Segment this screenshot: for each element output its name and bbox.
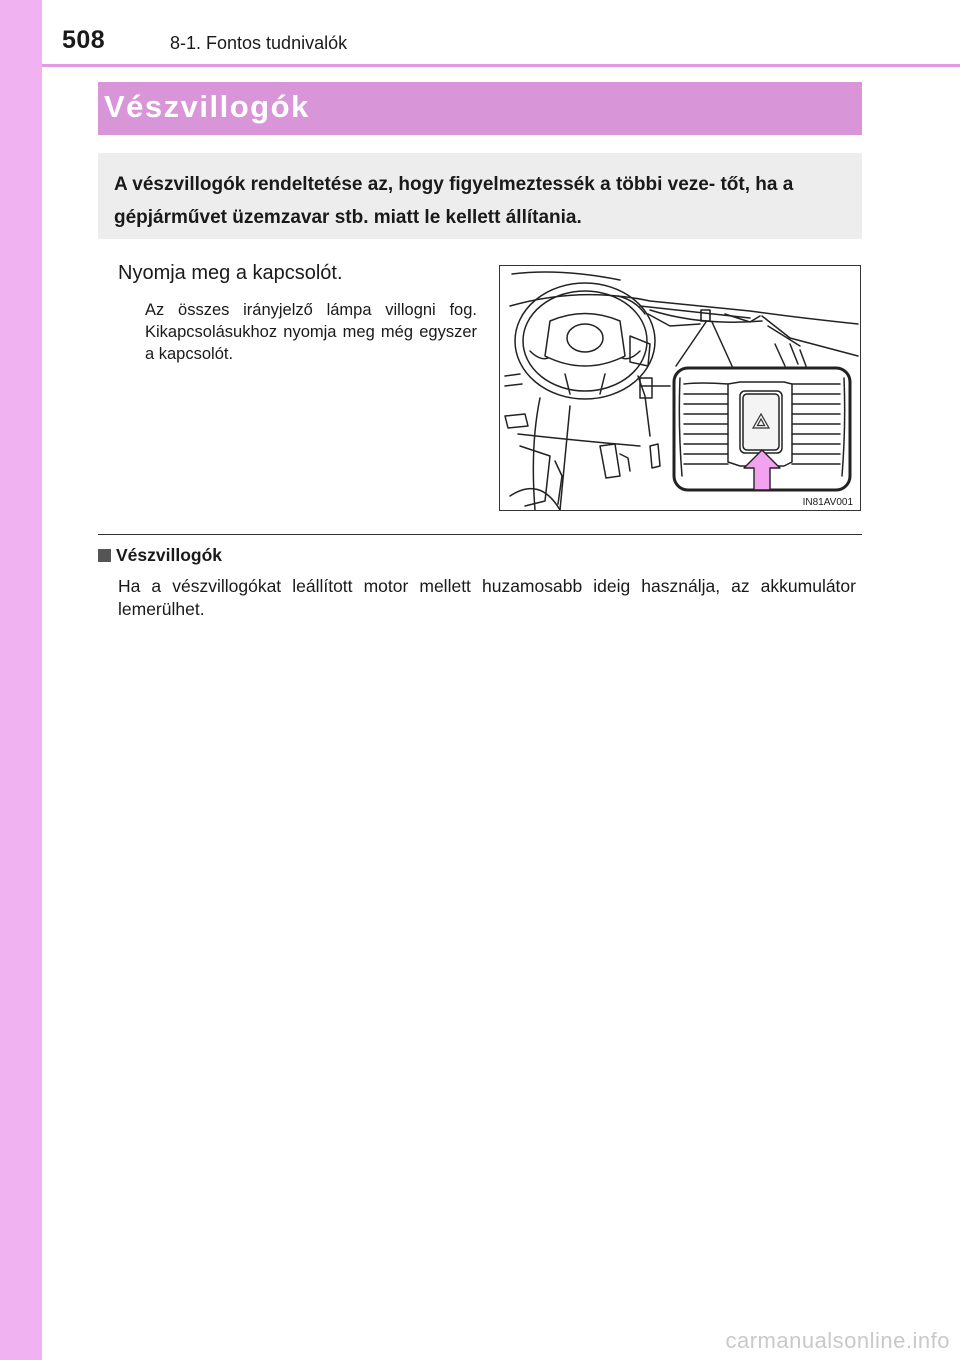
intro-text: A vészvillogók rendeltetése az, hogy figyelmeztessék a többi veze- tőt, ha a gépjárművet üzemzavar stb. miatt le kellett állítania.	[114, 174, 794, 228]
header-rule	[42, 64, 960, 67]
page-number: 508	[62, 26, 106, 54]
dashboard-figure	[499, 265, 861, 511]
step-heading: Nyomja meg a kapcsolót.	[118, 262, 343, 284]
bullet-square-icon	[98, 549, 111, 562]
side-band	[0, 0, 42, 1360]
step-description: Az összes irányjelző lámpa villogni fog. Kikapcsolásukhoz nyomja meg még egyszer a kapcsolót.	[145, 301, 477, 363]
intro-box	[98, 153, 862, 239]
chapter-title: 8-1. Fontos tudnivalók	[170, 33, 348, 53]
section-divider	[98, 534, 862, 535]
figure-code: IN81AV001	[802, 497, 853, 508]
note-heading-text: Vészvillogók	[116, 545, 223, 565]
watermark: carmanualsonline.info	[725, 1328, 950, 1353]
note-heading	[98, 545, 222, 566]
section-title-bar	[98, 82, 862, 135]
dashboard-illustration	[500, 266, 860, 510]
press-arrow	[744, 450, 780, 490]
note-body: Ha a vészvillogókat leállított motor mellett huzamosabb ideig használja, az akkumulátor lemerülhet.	[118, 576, 856, 619]
section-title: Vészvillogók	[104, 89, 310, 124]
